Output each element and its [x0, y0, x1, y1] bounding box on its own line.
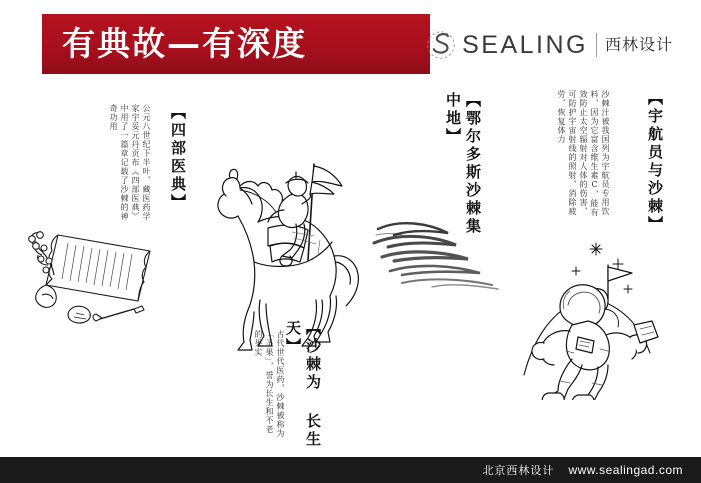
caption-yuhang-body: 沙棘汁被我国列为宇航员专用饮料，因为它富含维生素C，能有效防止太空辐射对人体的伤害，可防护宇宙射线的照射，消除疲劳，恢复体力	[557, 90, 610, 217]
caption-yuhang-heading: 【宇航员与沙棘】	[646, 90, 664, 234]
caption-sidian-body: 公元八世纪下半叶，藏医药学家宇妥元丹贡布《四部医典》中用了一篇章记载了沙棘的神奇功用	[109, 104, 151, 221]
logo-chinese-text: 西林设计	[604, 35, 673, 54]
logo-latin-text: SEALING	[462, 31, 588, 59]
caption-shaji-body: 古代世代医药，沙棘被称为「圣果」，誉为长生和不老的果实	[254, 330, 285, 438]
ancient-scroll-illustration	[22, 215, 172, 350]
astronaut-illustration	[500, 225, 675, 405]
caption-sidian-heading: 【四部医典】	[169, 104, 187, 212]
mongolian-warrior-horse-illustration	[196, 150, 366, 370]
page-title: 有典故—有深度	[62, 24, 307, 63]
caption-erduosi-heading: 【鄂尔多斯沙棘集中地】	[444, 92, 482, 236]
ink-wash-mountains-illustration	[372, 215, 507, 300]
caption-shaji-heading: 【沙棘为 长生天】	[284, 320, 322, 449]
footer-bar	[0, 457, 701, 483]
footer-url[interactable]: www.sealingad.com	[568, 463, 683, 477]
sealing-s-mark-icon	[426, 30, 456, 60]
brand-logo	[426, 28, 673, 62]
logo-divider	[596, 33, 597, 57]
footer-company: 北京西林设计	[482, 464, 555, 477]
